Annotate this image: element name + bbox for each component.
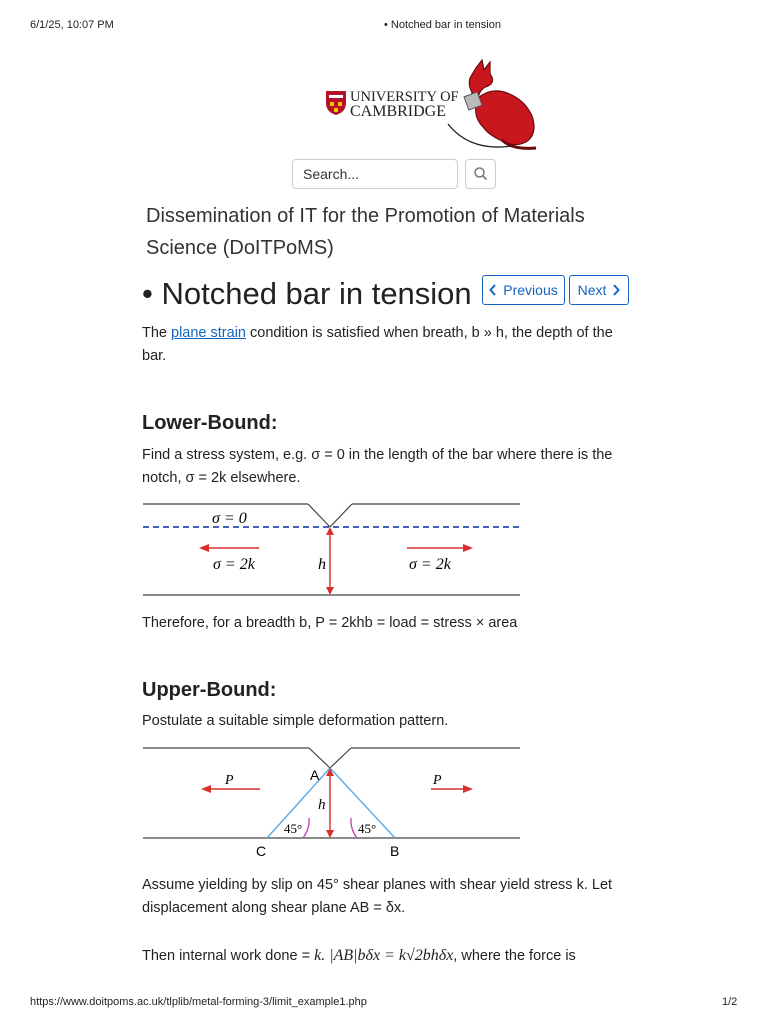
h-label: h — [318, 556, 326, 573]
logo-line2: CAMBRIDGE — [350, 103, 447, 120]
kangaroo-mascot — [440, 58, 550, 158]
sigma-2k-left-label: σ = 2k — [213, 556, 255, 573]
search-button[interactable] — [465, 159, 496, 189]
chevron-right-icon — [612, 284, 620, 296]
lower-bound-figure — [143, 498, 523, 603]
print-timestamp: 6/1/25, 10:07 PM — [30, 19, 114, 31]
plane-strain-link[interactable]: plane strain — [171, 325, 246, 341]
angle-left-label: 45° — [284, 821, 303, 836]
logo-line1: UNIVERSITY OF — [350, 89, 459, 105]
print-url: https://www.doitpoms.ac.uk/tlplib/metal-forming-3/limit_example1.php — [30, 996, 367, 1008]
page-title: • Notched bar in tension — [142, 276, 472, 311]
upper-bound-assumption: Assume yielding by slip on 45° shear planes with shear yield stress k. Let displacement along shear plane AB = δx. — [142, 877, 613, 916]
cambridge-shield-icon — [325, 90, 347, 116]
lower-bound-text: Find a stress system, e.g. σ = 0 in the length of the bar where there is the notch, σ = 2k elsewhere. — [142, 447, 613, 486]
print-title: • Notched bar in tension — [384, 19, 501, 31]
work-text-start: Then internal work done = — [142, 948, 315, 964]
cambridge-logo[interactable] — [325, 90, 347, 121]
kangaroo-icon — [440, 58, 550, 153]
upper-bound-heading: Upper-Bound: — [142, 679, 277, 701]
previous-button[interactable] — [482, 275, 565, 305]
upper-bound-figure — [143, 742, 523, 867]
P-left-label: P — [225, 773, 234, 788]
P-right-label: P — [433, 773, 442, 788]
chevron-left-icon — [489, 284, 497, 296]
next-button[interactable] — [569, 275, 629, 305]
search-icon — [466, 160, 495, 188]
point-B-label: B — [390, 843, 400, 859]
work-text-end: , where the force is — [453, 948, 576, 964]
search-input[interactable]: Search... — [292, 159, 458, 189]
intro-paragraph — [142, 322, 632, 368]
point-C-label: C — [256, 843, 267, 859]
internal-work-text — [142, 944, 632, 968]
lower-bound-conclusion: Therefore, for a breadth b, P = 2khb = load = stress × area — [142, 615, 518, 631]
lower-bound-heading: Lower-Bound: — [142, 412, 278, 434]
angle-right-label: 45° — [358, 821, 377, 836]
sigma-2k-right-label: σ = 2k — [409, 556, 451, 573]
intro-text-end: condition is satisfied when breath, b » h, the depth of the bar. — [142, 325, 613, 364]
h-label-upper: h — [318, 797, 326, 813]
work-formula: k. |AB|bδx = k√2bhδx — [314, 947, 454, 964]
upper-bound-text: Postulate a suitable simple deformation pattern. — [142, 713, 449, 729]
previous-label: Previous — [503, 282, 558, 298]
sigma-zero-label: σ = 0 — [212, 510, 247, 527]
intro-text-start: The — [142, 325, 172, 341]
next-label: Next — [577, 282, 607, 298]
site-title: Dissemination of IT for the Promotion of Materials Science (DoITPoMS) — [146, 205, 585, 259]
point-A-label: A — [310, 767, 320, 783]
print-page-number: 1/2 — [722, 996, 738, 1008]
